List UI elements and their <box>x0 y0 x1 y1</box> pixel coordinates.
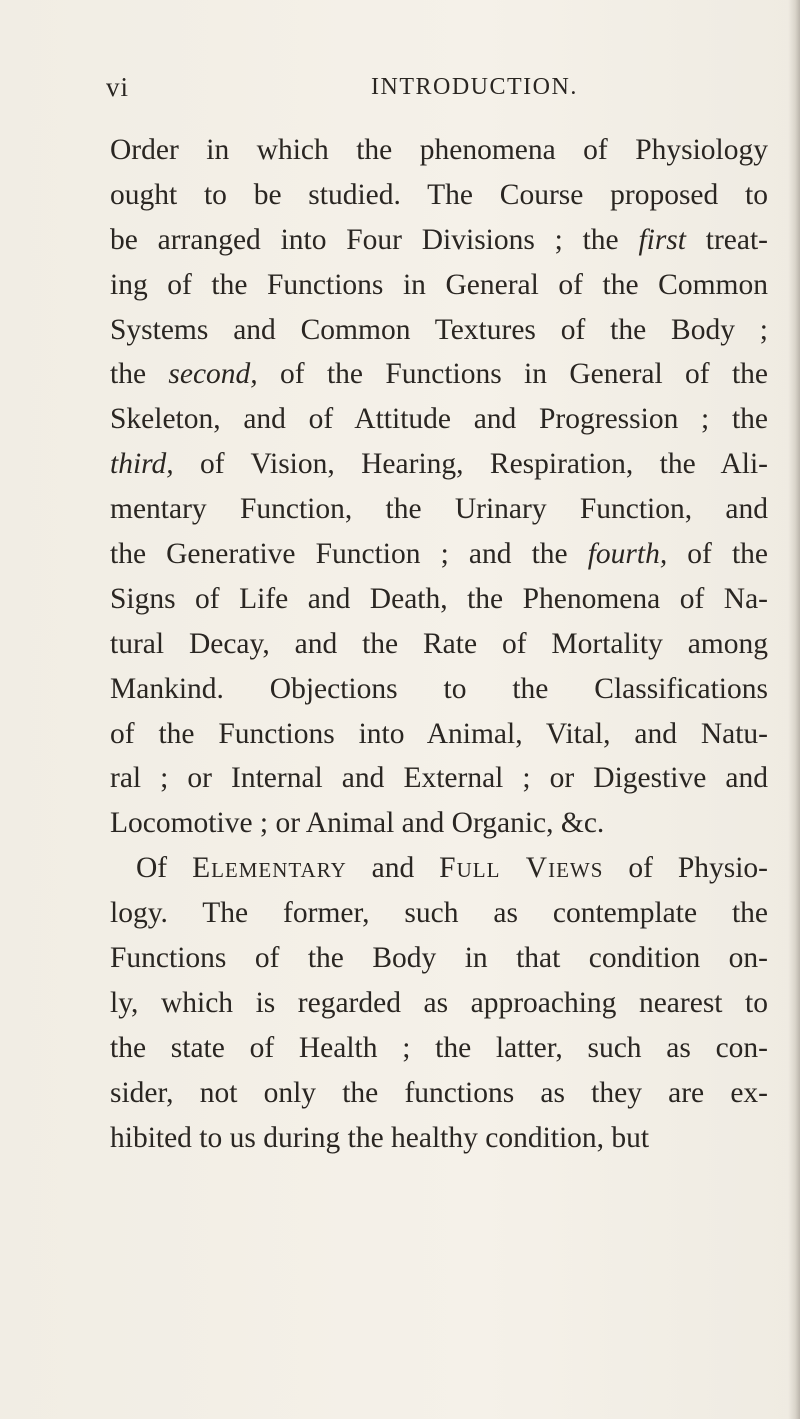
text-segment: treat- <box>686 223 769 256</box>
text-segment: the Generative Function ; and the <box>110 538 588 571</box>
text-line <box>110 1116 768 1161</box>
text-segment: of Physio- <box>603 852 768 885</box>
text-segment: Skeleton, and of Attitude and Progression ; the <box>110 403 768 436</box>
text-segment: of Vision, Hearing, Respiration, the Ali- <box>173 448 768 481</box>
text-segment: ing of the Functions in General of the Common <box>110 268 768 301</box>
text-line <box>110 756 768 801</box>
text-line <box>110 487 768 532</box>
text-segment: sider, not only the functions as they are ex- <box>110 1076 768 1109</box>
text-segment: Elementary <box>192 852 347 885</box>
text-line <box>110 891 768 936</box>
text-segment: third, <box>110 448 174 481</box>
text-line <box>110 173 768 218</box>
text-segment: of the <box>667 538 768 571</box>
text-segment: Order in which the phenomena of Physiology <box>110 134 768 166</box>
text-segment: fourth, <box>587 538 668 571</box>
text-segment: Locomotive ; or Animal and Organic, &c. <box>110 807 605 840</box>
page-edge-shadow <box>788 0 800 1419</box>
text-line <box>110 846 768 891</box>
text-segment: tural Decay, and the Rate of Mortality among <box>110 627 768 660</box>
text-segment: ought to be studied. The Course proposed to <box>110 178 768 211</box>
page-number: vi <box>106 72 130 102</box>
text-segment: be arranged into Four Divisions ; the <box>110 223 639 256</box>
text-line <box>110 622 768 667</box>
text-segment: Of <box>136 852 193 885</box>
text-line <box>110 308 768 353</box>
text-segment: logy. The former, such as contemplate the <box>110 897 768 930</box>
text-segment: the state of Health ; the latter, such as con- <box>110 1031 768 1064</box>
text-line <box>110 981 768 1026</box>
text-segment: second, <box>168 358 258 391</box>
text-line <box>110 801 768 846</box>
text-segment: the <box>110 358 169 391</box>
text-segment: of the Functions in General of the <box>257 358 768 391</box>
text-line <box>110 532 768 577</box>
page-header <box>0 72 800 112</box>
text-segment: and <box>346 852 440 885</box>
body-text <box>110 128 768 1160</box>
text-segment: ral ; or Internal and External ; or Digestive and <box>110 762 768 795</box>
text-line <box>110 712 768 757</box>
text-line <box>110 442 768 487</box>
text-line <box>110 667 768 712</box>
text-segment: hibited to us during the healthy condition, but <box>110 1121 650 1154</box>
text-line <box>110 218 768 263</box>
text-line <box>110 128 768 173</box>
text-line <box>110 1071 768 1116</box>
text-segment: of the Functions into Animal, Vital, and Natu- <box>110 717 768 750</box>
text-line <box>110 577 768 622</box>
text-segment: Mankind. Objections to the Classifications <box>110 672 768 705</box>
text-segment: first <box>638 223 686 256</box>
text-segment: mentary Function, the Urinary Function, and <box>110 493 768 526</box>
text-segment: Systems and Common Textures of the Body ; <box>110 313 768 346</box>
text-segment: Full Views <box>439 852 604 885</box>
text-segment: Functions of the Body in that condition on- <box>110 942 768 975</box>
text-segment: Signs of Life and Death, the Phenomena of Na- <box>110 582 768 615</box>
text-line <box>110 397 768 442</box>
text-line <box>110 936 768 981</box>
text-line <box>110 352 768 397</box>
text-line <box>110 263 768 308</box>
text-line <box>110 1026 768 1071</box>
running-title: INTRODUCTION. <box>371 74 578 100</box>
text-segment: ly, which is regarded as approaching nearest to <box>110 986 768 1019</box>
